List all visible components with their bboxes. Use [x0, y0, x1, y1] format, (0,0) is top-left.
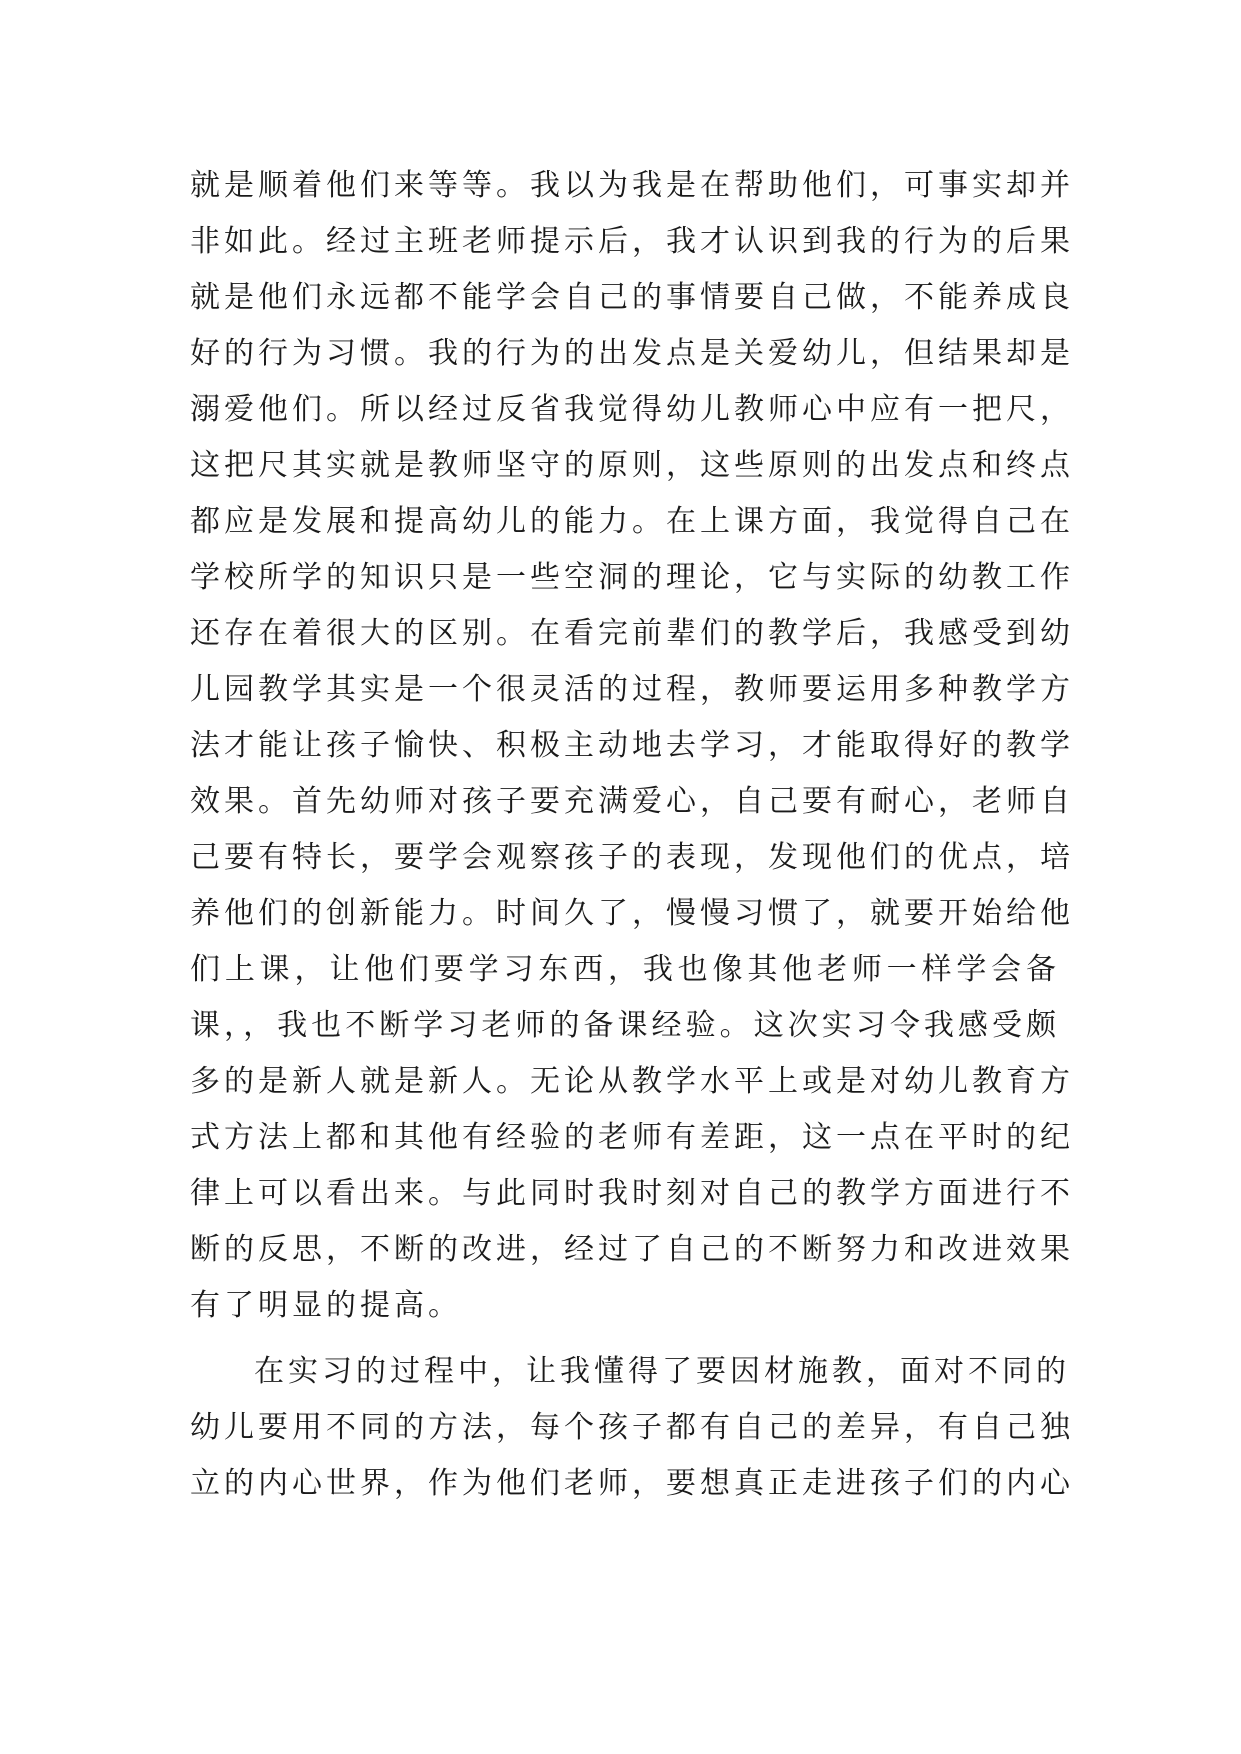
text-line: 多的是新人就是新人。无论从教学水平上或是对幼儿教育方	[190, 1064, 1074, 1099]
paragraph-gap	[190, 1334, 1060, 1344]
text-line: 溺爱他们。所以经过反省我觉得幼儿教师心中应有一把尺，	[190, 392, 1074, 427]
text-line: 效果。首先幼师对孩子要充满爱心，自己要有耐心，老师自	[190, 784, 1074, 819]
text-line: 立的内心世界，作为他们老师，要想真正走进孩子们的内心	[190, 1466, 1074, 1501]
text-line: 式方法上都和其他有经验的老师有差距，这一点在平时的纪	[190, 1120, 1074, 1155]
text-line: 法才能让孩子愉快、积极主动地去学习，才能取得好的教学	[190, 728, 1074, 763]
text-line: 这把尺其实就是教师坚守的原则，这些原则的出发点和终点	[190, 448, 1074, 483]
text-line: 养他们的创新能力。时间久了，慢慢习惯了，就要开始给他	[190, 896, 1074, 931]
text-line: 学校所学的知识只是一些空洞的理论，它与实际的幼教工作	[190, 560, 1074, 595]
text-line: 律上可以看出来。与此同时我时刻对自己的教学方面进行不	[190, 1176, 1074, 1211]
text-line: 有了明显的提高。	[190, 1288, 462, 1323]
body-text	[190, 158, 1074, 1512]
text-line: 就是他们永远都不能学会自己的事情要自己做，不能养成良	[190, 280, 1074, 315]
text-line: 己要有特长，要学会观察孩子的表现，发现他们的优点，培	[190, 840, 1074, 875]
paragraph	[190, 158, 1074, 1334]
text-line: 都应是发展和提高幼儿的能力。在上课方面，我觉得自己在	[190, 504, 1074, 539]
text-line: 课，，我也不断学习老师的备课经验。这次实习令我感受颇	[190, 1008, 1060, 1043]
text-line: 还存在着很大的区别。在看完前辈们的教学后，我感受到幼	[190, 616, 1074, 651]
text-line: 非如此。经过主班老师提示后，我才认识到我的行为的后果	[190, 224, 1074, 259]
text-line: 就是顺着他们来等等。我以为我是在帮助他们，可事实却并	[190, 168, 1074, 203]
text-line: 断的反思，不断的改进，经过了自己的不断努力和改进效果	[190, 1232, 1074, 1267]
text-line: 在实习的过程中，让我懂得了要因材施教，面对不同的	[254, 1354, 1070, 1389]
text-line: 儿园教学其实是一个很灵活的过程，教师要运用多种教学方	[190, 672, 1074, 707]
paragraph	[190, 1344, 1074, 1512]
text-line: 们上课，让他们要学习东西，我也像其他老师一样学会备	[190, 952, 1060, 987]
text-line: 幼儿要用不同的方法，每个孩子都有自己的差异，有自己独	[190, 1410, 1074, 1445]
text-line: 好的行为习惯。我的行为的出发点是关爱幼儿，但结果却是	[190, 336, 1074, 371]
